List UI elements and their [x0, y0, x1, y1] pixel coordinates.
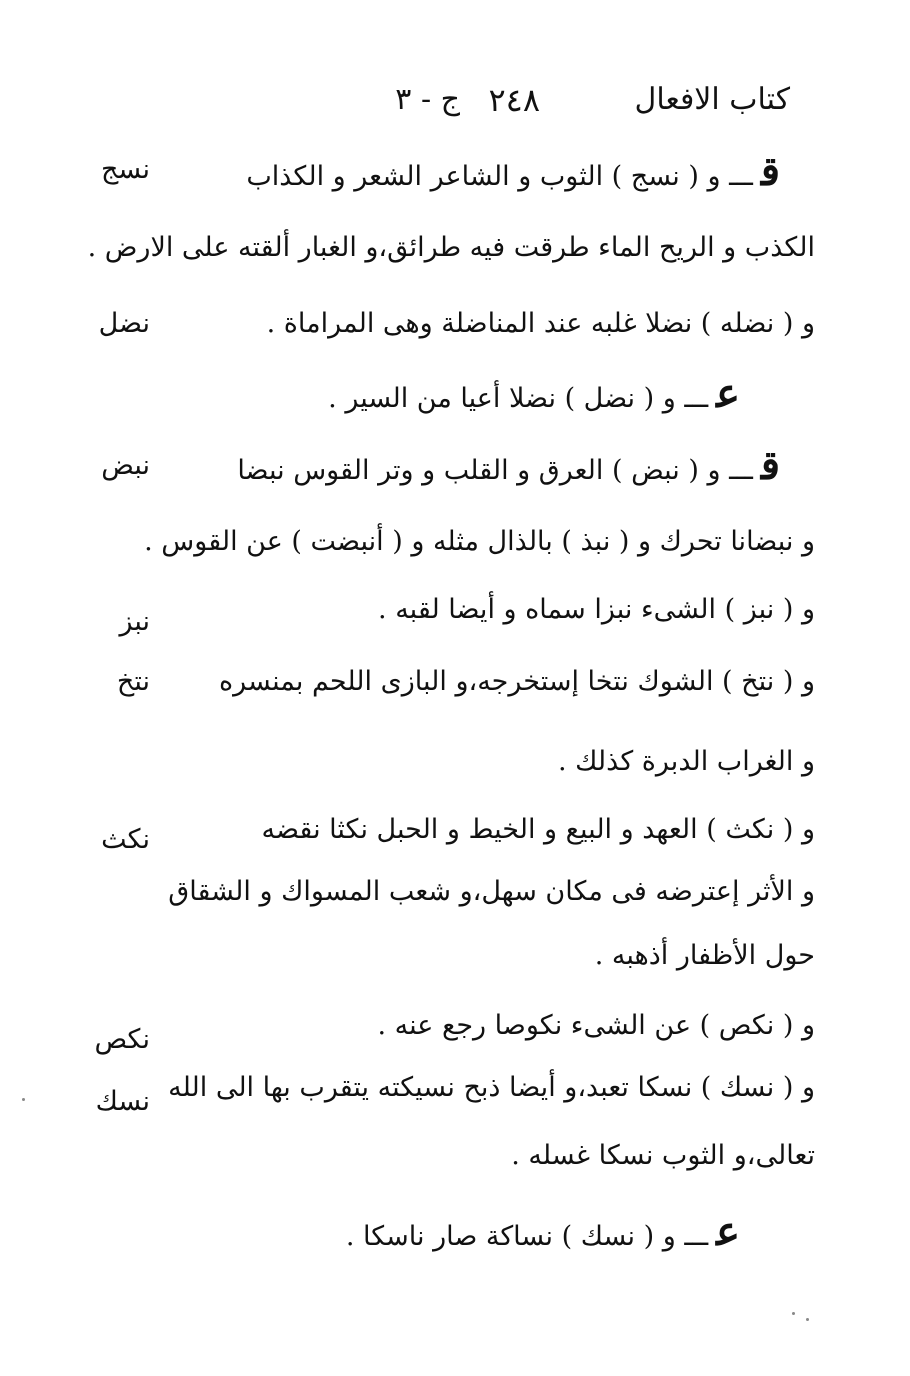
text-line [315, 590, 815, 630]
text-line [315, 1006, 815, 1046]
margin-word: نكث [101, 824, 150, 855]
text-line [165, 304, 815, 344]
line-text: و ( نكص ) عن الشىء نكوصا رجع عنه . [377, 1010, 815, 1041]
scan-speck [792, 1312, 795, 1315]
line-text: ـــ و ( نبض ) العرق و القلب و وتر القوس نبضا [237, 455, 753, 486]
line-text: ـــ و ( نسج ) الثوب و الشاعر الشعر و الكذاب [246, 161, 753, 192]
page-number: ٢٤٨ [488, 81, 540, 119]
page-header [200, 78, 790, 128]
text-line [168, 872, 815, 912]
line-text: و نبضانا تحرك و ( نبذ ) بالذال مثله و ( أنبضت ) عن القوس . [144, 526, 815, 557]
line-text: و ( نتخ ) الشوك نتخا إستخرجه،و البازى اللحم بمنسره [218, 666, 815, 697]
scan-speck [806, 1318, 809, 1321]
text-line [168, 1068, 815, 1108]
text-line [320, 1208, 740, 1255]
margin-word: نضل [98, 308, 150, 339]
volume-label: ج - ٣ [395, 82, 460, 117]
text-line [200, 442, 780, 489]
text-line [85, 228, 815, 268]
text-line [415, 936, 815, 976]
text-line [85, 522, 815, 562]
margin-word: نكص [94, 1024, 150, 1055]
margin-word: نبض [101, 450, 150, 481]
line-text: و الأثر إعترضه فى مكان سهل،و شعب المسواك و الشقاق [168, 876, 815, 907]
text-line [415, 742, 815, 782]
line-text: و ( نضله ) نضلا غلبه عند المناضلة وهى المراماة . [266, 308, 815, 339]
line-text: و ( نبز ) الشىء نبزا سماه و أيضا لقبه . [378, 594, 815, 625]
line-text: و ( نكث ) العهد و البيع و الخيط و الحبل نكثا نقضه [261, 814, 815, 845]
text-line [200, 148, 780, 195]
section-marker: ع [716, 370, 740, 417]
book-title: كتاب الافعال [634, 82, 790, 117]
margin-word: نتخ [116, 666, 150, 697]
line-text: و الغراب الدبرة كذلك . [558, 746, 815, 777]
line-text: حول الأظفار أذهبه . [594, 940, 815, 971]
section-marker: ق [760, 442, 780, 489]
line-text: تعالى،و الثوب نسكا غسله . [511, 1140, 815, 1171]
margin-word: نبز [119, 606, 150, 637]
margin-word: نسج [100, 154, 150, 185]
text-line [175, 662, 815, 702]
text-line [175, 810, 815, 850]
margin-word: نسك [95, 1086, 150, 1117]
line-text: و ( نسك ) نسكا تعبد،و أيضا ذبح نسيكته يتقرب بها الى الله [168, 1072, 815, 1103]
scan-speck [22, 1098, 25, 1101]
text-line [415, 1136, 815, 1176]
text-line [320, 370, 740, 417]
line-text: الكذب و الريح الماء طرقت فيه طرائق،و الغبار ألقته على الارض . [87, 232, 815, 263]
line-text: ـــ و ( نضل ) نضلا أعيا من السير . [328, 383, 709, 414]
line-text: ـــ و ( نسك ) نساكة صار ناسكا . [345, 1221, 709, 1252]
section-marker: ق [760, 148, 780, 195]
section-marker: ع [716, 1208, 740, 1255]
